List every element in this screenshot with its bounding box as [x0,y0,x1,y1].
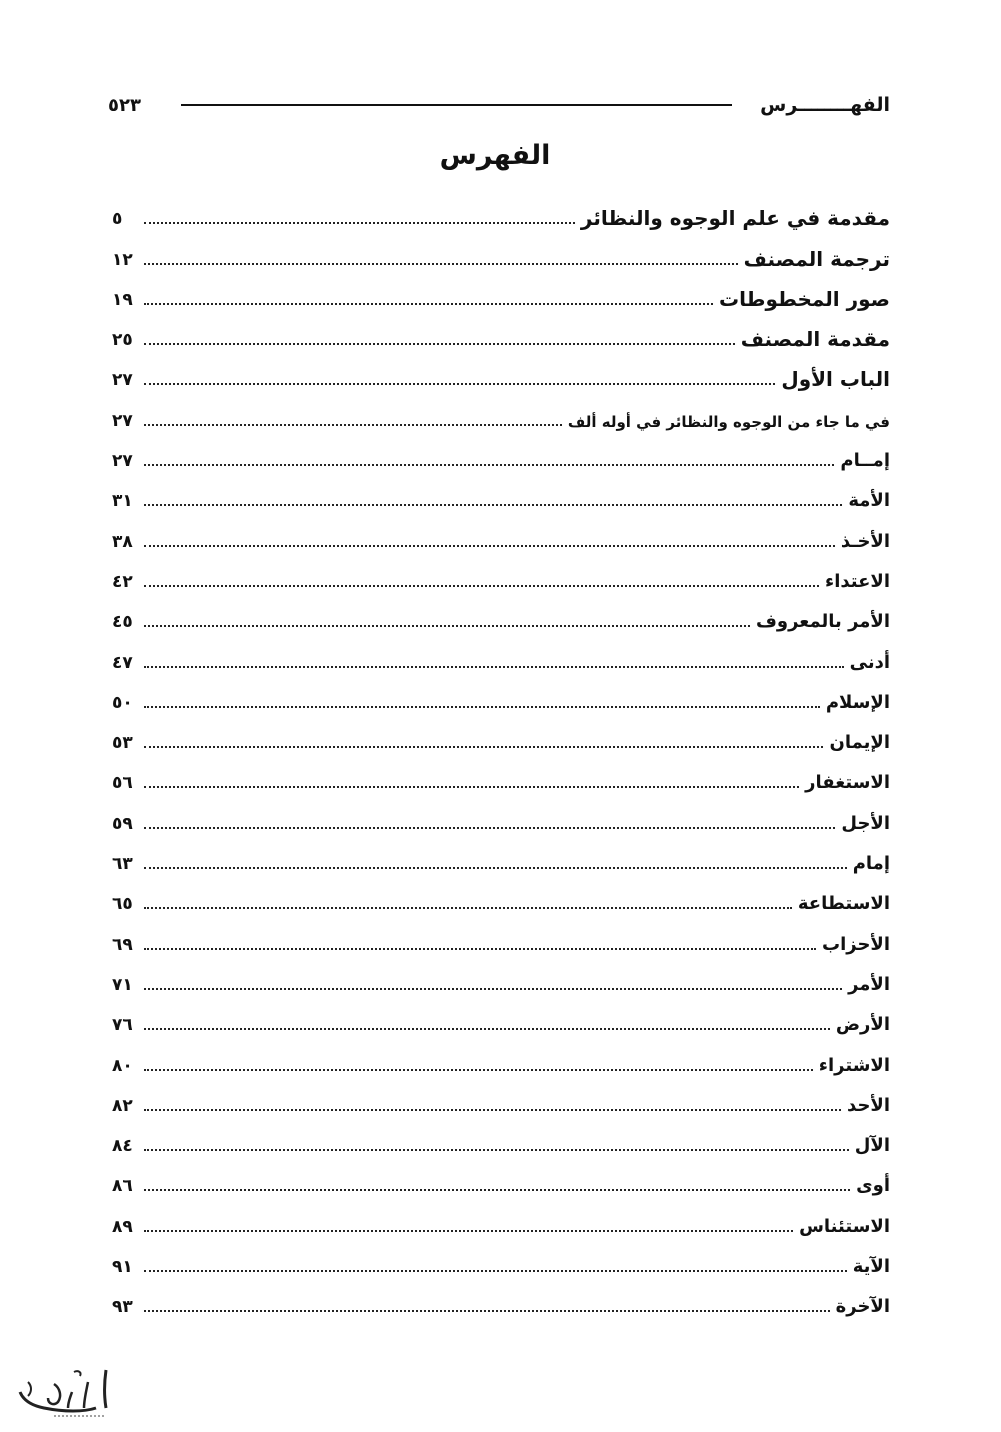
toc-entry-page: ٥٣ [112,733,133,754]
toc-entry [112,1079,890,1119]
toc-entry-page: ٦٩ [112,934,133,955]
toc-entry-label: الأخـذ [840,530,890,552]
dot-leader [144,383,775,385]
toc-entry-page: ٦٥ [112,894,133,915]
toc-entry-label: في ما جاء من الوجوه والنظائر في أوله ألف [567,412,890,431]
dot-leader [144,666,844,668]
toc-entry [112,756,890,796]
toc-entry [112,1159,890,1199]
toc-entry-page: ٥٦ [112,773,133,794]
toc-entry [112,796,890,836]
toc-entry [112,1280,890,1320]
toc-entry-label: الاعتداء [825,570,890,592]
dot-leader [144,263,738,265]
toc-entry [112,877,890,917]
toc-entry-label: الأحزاب [821,933,890,955]
toc-entry [112,192,890,232]
dot-leader [144,464,834,466]
dot-leader [144,746,823,748]
dot-leader [144,706,820,708]
toc-entry-page: ٦٣ [112,854,133,875]
dot-leader [144,1069,813,1071]
toc-entry-page: ٣١ [112,491,133,512]
toc-entry-label: مقدمة في علم الوجوه والنظائر [580,206,890,231]
toc-entry-label: الاستئناس [799,1215,890,1237]
page-number: ٥٢٣ [108,94,141,116]
toc-entry-label: الاستغفار [805,772,890,794]
toc-entry-page: ٤٧ [112,652,133,673]
dot-leader [144,424,562,426]
toc-entry-label: الباب الأول [781,367,890,392]
toc-entry-page: ٧٦ [112,1015,133,1036]
toc-entry-label: الأمر [848,973,890,995]
toc-entry-label: أدنى [849,651,890,673]
dot-leader [144,504,842,506]
toc-entry-page: ٧١ [112,974,133,995]
header-rule [181,104,732,106]
toc-entry-page: ٨٦ [112,1176,133,1197]
toc-entry-label: الأحد [847,1094,890,1116]
toc-entry-label: ترجمة المصنف [743,246,890,271]
dot-leader [144,827,835,829]
toc-entry-page: ٢٧ [112,410,133,431]
dot-leader [144,1028,830,1030]
toc-entry [112,1038,890,1078]
dot-leader [144,1230,793,1232]
dot-leader [144,545,835,547]
toc-entry-page: ٥٠ [112,692,133,713]
toc-entry-label: إمام [852,853,890,875]
dot-leader [144,1109,841,1111]
dot-leader [144,867,847,869]
toc-entry [112,595,890,635]
toc-entry [112,273,890,313]
toc-entry [112,998,890,1038]
toc-entry-page: ٣٨ [112,531,133,552]
running-header [108,90,890,120]
toc-entry-label: الأجل [841,812,890,834]
dot-leader [144,1310,830,1312]
toc-entry-page: ٥٩ [112,813,133,834]
toc-entry-page: ٢٥ [112,330,133,351]
dot-leader [144,222,575,224]
toc-entry [112,434,890,474]
toc-entry-label: الإيمان [829,732,890,754]
toc-entry-label: الإسلام [825,691,890,713]
toc-entry [112,232,890,272]
toc-entry [112,1199,890,1239]
dot-leader [144,786,799,788]
dot-leader [144,625,750,627]
toc-entry-label: الآل [854,1135,890,1157]
toc-entry-label: صور المخطوطات [719,286,890,311]
toc-entry-page: ٤٥ [112,612,133,633]
toc-entry-label: مقدمة المصنف [740,327,890,352]
toc-entry [112,676,890,716]
toc-entry-label: الأمة [848,490,890,512]
toc-entry-label: الاستطاعة [797,893,890,915]
toc-entry-page: ١٩ [112,289,133,310]
toc-entry-page: ٥ [112,209,123,230]
dot-leader [144,907,792,909]
dot-leader [144,303,713,305]
dot-leader [144,988,842,990]
page-title: الفهرس [439,140,551,171]
toc-entry [112,635,890,675]
toc-entry [112,958,890,998]
toc-entry [112,313,890,353]
dot-leader [144,343,735,345]
toc-entry [112,555,890,595]
toc-entry-label: أوى [856,1175,890,1197]
toc-entry-label: الأرض [835,1014,890,1036]
toc-entry-page: ١٢ [112,249,133,270]
toc-entry [112,1240,890,1280]
toc-entry-page: ٨٠ [112,1055,133,1076]
toc-entry [112,1119,890,1159]
toc-entry-label: إمــام [840,450,890,472]
dot-leader [144,585,819,587]
toc-entry [112,917,890,957]
toc-entry [112,837,890,877]
dot-leader [144,948,816,950]
toc-entry [112,716,890,756]
toc-entry-page: ٤٢ [112,571,133,592]
toc-entry [112,353,890,393]
dot-leader [144,1149,849,1151]
running-title: الفهــــــــرس [760,94,890,116]
toc-entry-page: ٩٣ [112,1297,133,1318]
dot-leader [144,1270,847,1272]
toc-entry-label: الأمر بالمعروف [756,611,890,633]
toc-entry-label: الاشتراء [818,1054,890,1076]
dot-leader [144,1189,850,1191]
toc-entry-page: ٨٩ [112,1216,133,1237]
toc-entry [112,393,890,433]
toc-entry-page: ٨٢ [112,1095,133,1116]
toc-entry-label: الآية [852,1256,890,1278]
toc-entry [112,474,890,514]
toc-entry-page: ٨٤ [112,1136,133,1157]
toc-entry-page: ٩١ [112,1257,133,1278]
calligraphy-stamp-icon [14,1362,114,1422]
toc-entry-page: ٢٧ [112,370,133,391]
toc-entry-label: الآخرة [835,1296,890,1318]
toc-entry [112,514,890,554]
table-of-contents [112,192,890,1320]
toc-entry-page: ٢٧ [112,451,133,472]
